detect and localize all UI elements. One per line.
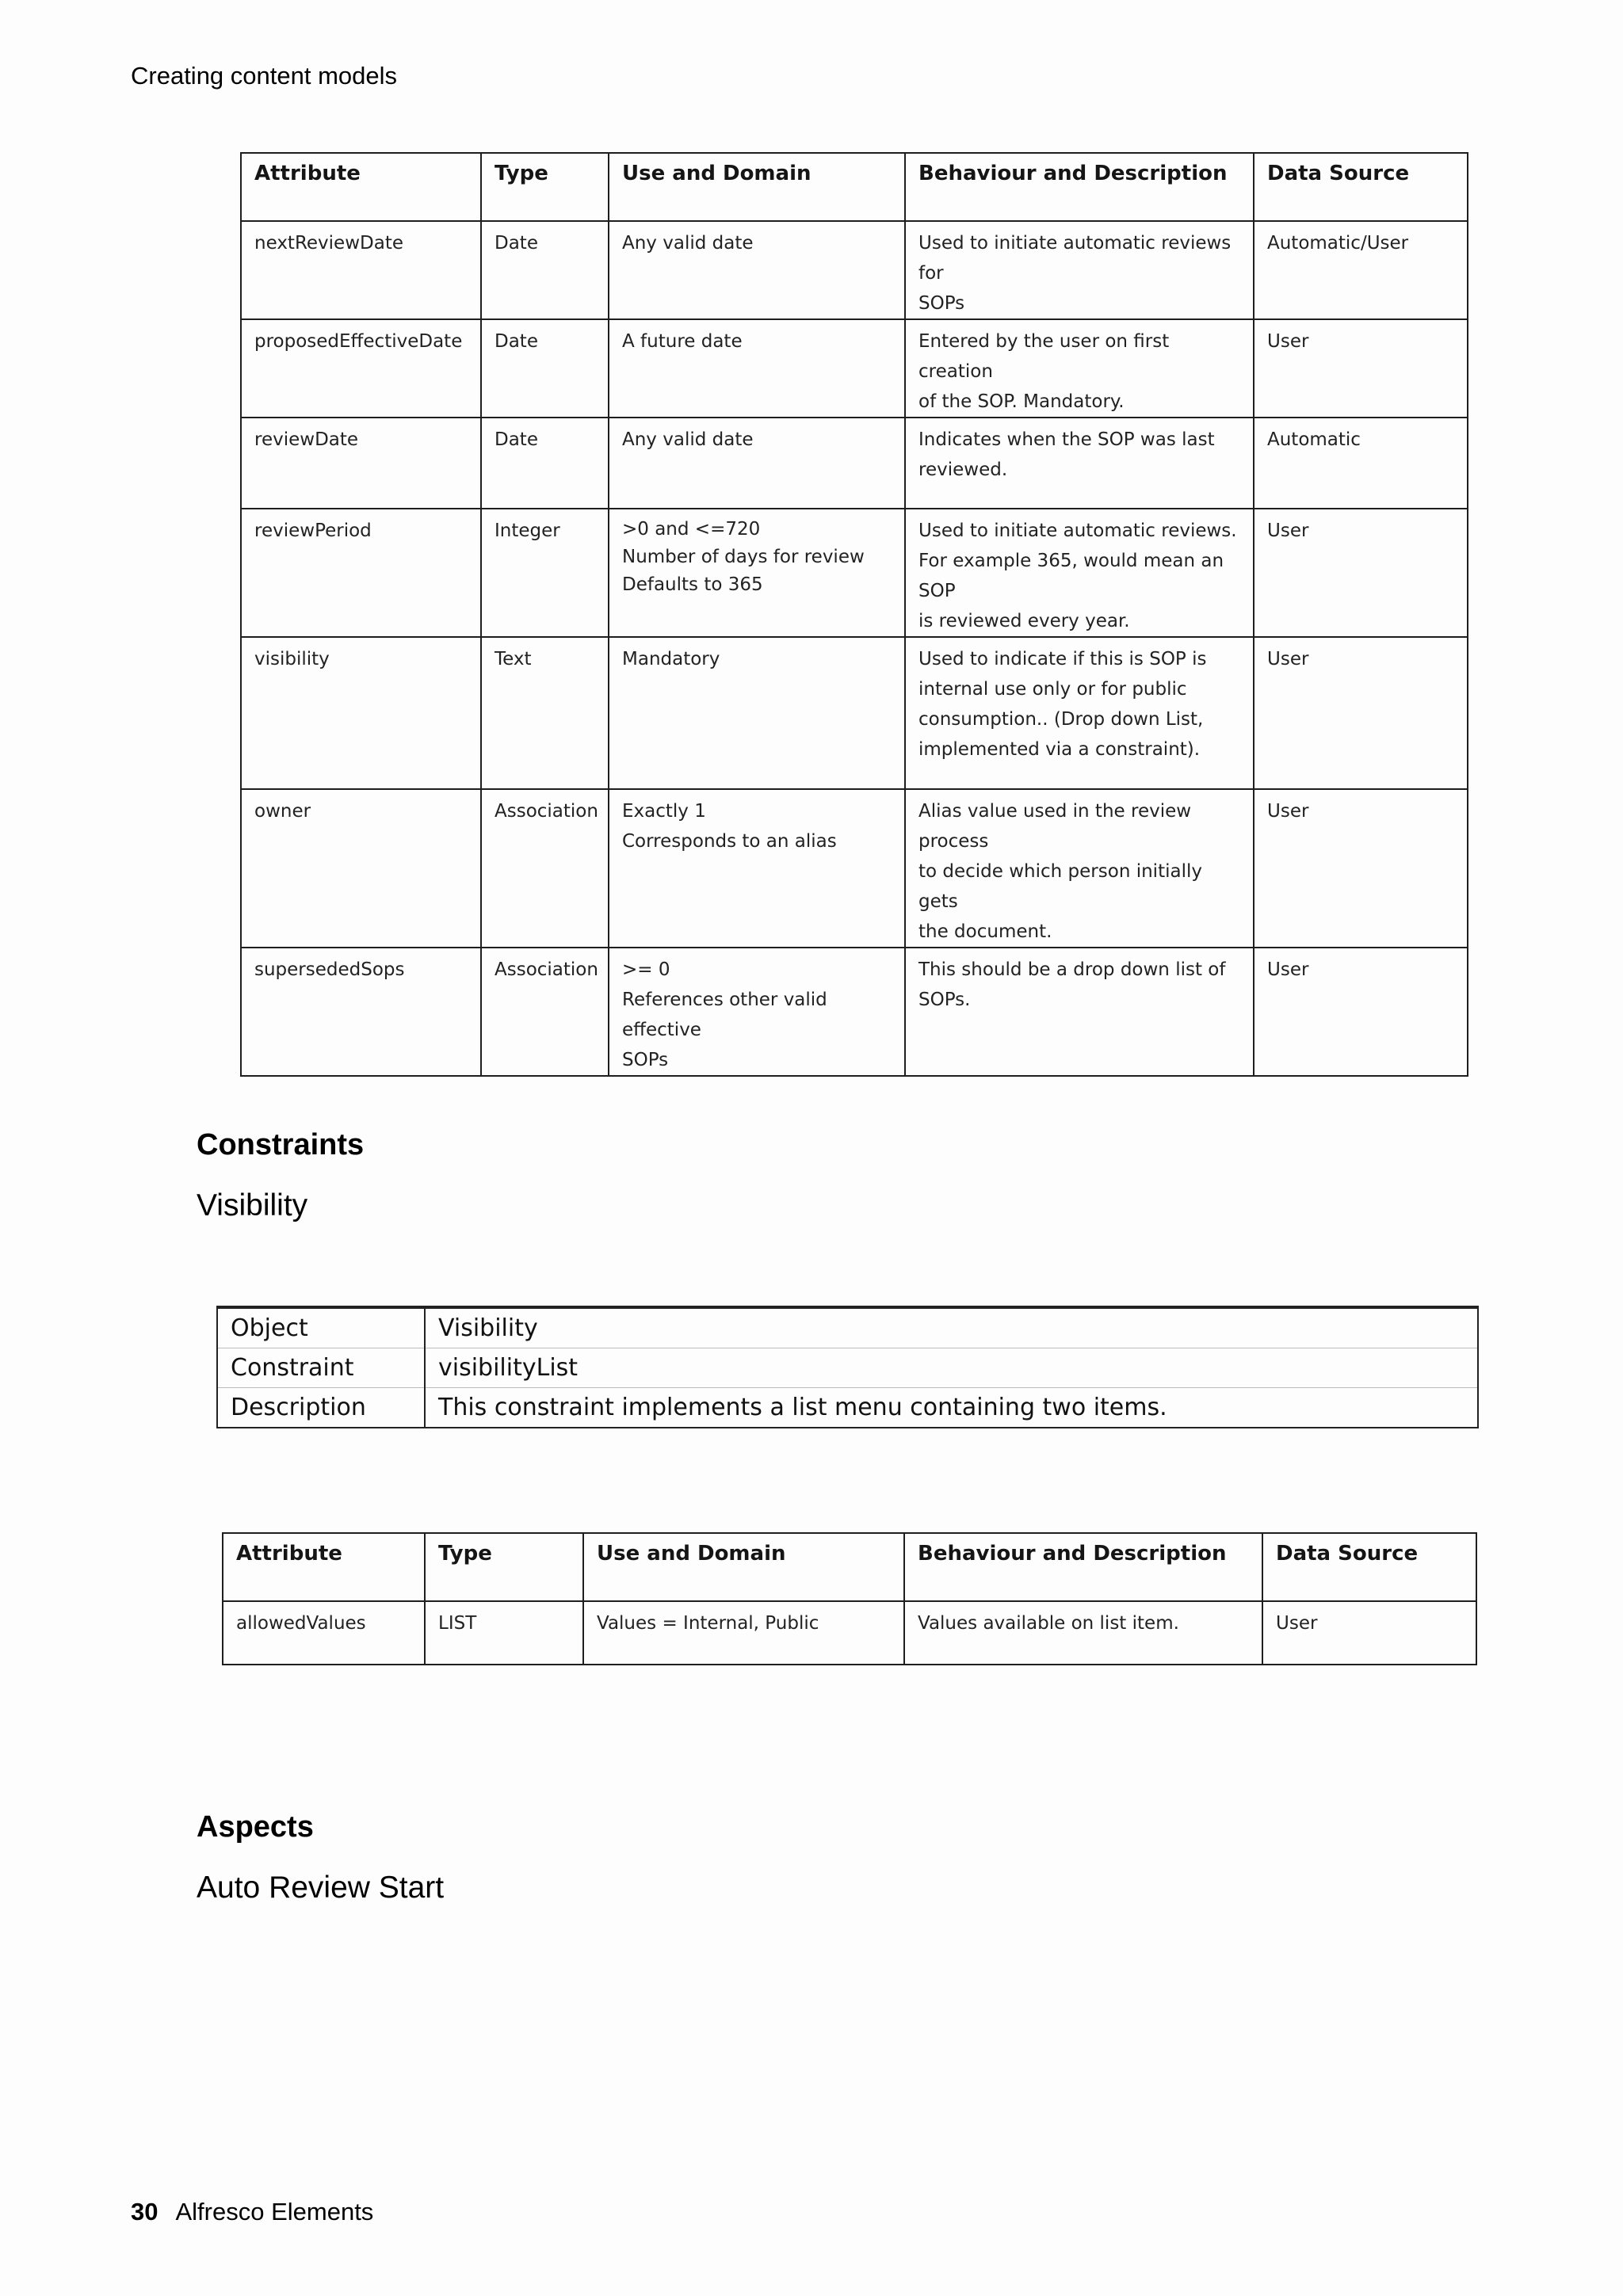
use-domain-line: Mandatory	[622, 649, 720, 669]
table-row	[241, 221, 1468, 319]
behaviour-line: For example 365, would mean an SOP	[918, 551, 1224, 601]
page-footer	[131, 2198, 373, 2226]
auto-review-start-subheading: Auto Review Start	[197, 1871, 445, 1905]
data-source-cell: Automatic	[1254, 418, 1468, 509]
column-header-behaviour: Behaviour and Description	[905, 153, 1254, 221]
attribute-cell: owner	[241, 789, 481, 948]
type-cell: Date	[481, 221, 609, 319]
table-row	[223, 1601, 1476, 1665]
behaviour-line: Used to initiate automatic reviews.	[918, 521, 1237, 541]
use-domain-line: >0 and <=720	[622, 519, 761, 540]
table-row	[217, 1307, 1478, 1348]
use-domain-cell	[609, 418, 905, 509]
aspects-heading: Aspects	[197, 1810, 314, 1844]
use-domain-line: References other valid effective	[622, 990, 827, 1040]
behaviour-cell	[905, 509, 1254, 637]
use-domain-line: Defaults to 365	[622, 574, 763, 595]
behaviour-line: implemented via a constraint).	[918, 739, 1201, 760]
use-domain-line: Exactly 1	[622, 801, 706, 822]
column-header-type: Type	[425, 1533, 583, 1601]
use-domain-cell	[609, 319, 905, 418]
type-cell: Integer	[481, 509, 609, 637]
column-header-behaviour: Behaviour and Description	[904, 1533, 1262, 1601]
column-header-attribute: Attribute	[241, 153, 481, 221]
behaviour-line: Alias value used in the review process	[918, 801, 1192, 852]
data-source-cell: User	[1262, 1601, 1476, 1665]
column-header-data-source: Data Source	[1254, 153, 1468, 221]
visibility-subheading: Visibility	[197, 1188, 308, 1222]
use-domain-line: >= 0	[622, 959, 670, 980]
behaviour-line: Entered by the user on first creation	[918, 331, 1170, 382]
use-domain-cell	[609, 509, 905, 637]
behaviour-line: SOPs	[918, 293, 965, 314]
type-cell: LIST	[425, 1601, 583, 1665]
allowed-values-table	[222, 1532, 1477, 1665]
data-source-cell: Automatic/User	[1254, 221, 1468, 319]
use-domain-cell	[609, 221, 905, 319]
object-value-cell: Visibility	[425, 1307, 1478, 1348]
book-title: Alfresco Elements	[175, 2198, 374, 2225]
behaviour-line: to decide which person initially gets	[918, 861, 1202, 912]
description-value-cell: This constraint implements a list menu containing two items.	[425, 1388, 1478, 1428]
attribute-cell: supersededSops	[241, 948, 481, 1076]
table-row	[241, 418, 1468, 509]
table-row	[241, 509, 1468, 637]
behaviour-cell	[905, 319, 1254, 418]
attribute-cell: reviewDate	[241, 418, 481, 509]
attributes-table	[240, 152, 1468, 1077]
behaviour-cell	[905, 789, 1254, 948]
constraint-value-cell: visibilityList	[425, 1348, 1478, 1388]
use-domain-line: Any valid date	[622, 429, 754, 450]
page-number: 30	[131, 2198, 158, 2225]
type-cell: Date	[481, 418, 609, 509]
behaviour-line: is reviewed every year.	[918, 611, 1130, 631]
column-header-type: Type	[481, 153, 609, 221]
type-cell: Text	[481, 637, 609, 789]
behaviour-line: of the SOP. Mandatory.	[918, 391, 1125, 412]
behaviour-line: the document.	[918, 921, 1052, 942]
behaviour-line: Used to initiate automatic reviews for	[918, 233, 1232, 284]
data-source-cell: User	[1254, 948, 1468, 1076]
attribute-cell: allowedValues	[223, 1601, 425, 1665]
behaviour-cell	[905, 221, 1254, 319]
behaviour-line: Used to indicate if this is SOP is	[918, 649, 1207, 669]
data-source-cell: User	[1254, 319, 1468, 418]
behaviour-line: SOPs.	[918, 990, 971, 1010]
constraints-heading: Constraints	[197, 1128, 365, 1161]
use-domain-line: Corresponds to an alias	[622, 831, 837, 852]
behaviour-line: This should be a drop down list of	[918, 959, 1226, 980]
attribute-cell: reviewPeriod	[241, 509, 481, 637]
column-header-use-domain: Use and Domain	[609, 153, 905, 221]
column-header-attribute: Attribute	[223, 1533, 425, 1601]
use-domain-cell	[609, 789, 905, 948]
use-domain-cell	[609, 948, 905, 1076]
use-domain-cell	[609, 637, 905, 789]
running-header: Creating content models	[131, 62, 398, 90]
behaviour-line: Indicates when the SOP was last	[918, 429, 1215, 450]
behaviour-line: reviewed.	[918, 460, 1008, 480]
column-header-data-source: Data Source	[1262, 1533, 1476, 1601]
use-domain-line: SOPs	[622, 1050, 669, 1070]
use-domain-line: Number of days for review	[622, 547, 865, 567]
behaviour-cell	[905, 948, 1254, 1076]
type-cell: Association	[481, 789, 609, 948]
attribute-cell: proposedEffectiveDate	[241, 319, 481, 418]
object-key-cell: Object	[217, 1307, 425, 1348]
behaviour-line: internal use only or for public	[918, 679, 1187, 700]
table-header-row	[241, 153, 1468, 221]
constraint-object-table	[216, 1306, 1479, 1428]
type-cell: Date	[481, 319, 609, 418]
use-domain-cell: Values = Internal, Public	[583, 1601, 904, 1665]
constraint-key-cell: Constraint	[217, 1348, 425, 1388]
table-header-row	[223, 1533, 1476, 1601]
table-row	[241, 319, 1468, 418]
type-cell: Association	[481, 948, 609, 1076]
attribute-cell: nextReviewDate	[241, 221, 481, 319]
data-source-cell: User	[1254, 509, 1468, 637]
description-key-cell: Description	[217, 1388, 425, 1428]
table-row	[217, 1348, 1478, 1388]
table-row	[241, 637, 1468, 789]
behaviour-cell: Values available on list item.	[904, 1601, 1262, 1665]
use-domain-line: A future date	[622, 331, 743, 352]
use-domain-line: Any valid date	[622, 233, 754, 254]
data-source-cell: User	[1254, 789, 1468, 948]
data-source-cell: User	[1254, 637, 1468, 789]
column-header-use-domain: Use and Domain	[583, 1533, 904, 1601]
attribute-cell: visibility	[241, 637, 481, 789]
table-row	[241, 789, 1468, 948]
table-row	[241, 948, 1468, 1076]
behaviour-cell	[905, 418, 1254, 509]
behaviour-line: consumption.. (Drop down List,	[918, 709, 1204, 730]
table-row	[217, 1388, 1478, 1428]
behaviour-cell	[905, 637, 1254, 789]
